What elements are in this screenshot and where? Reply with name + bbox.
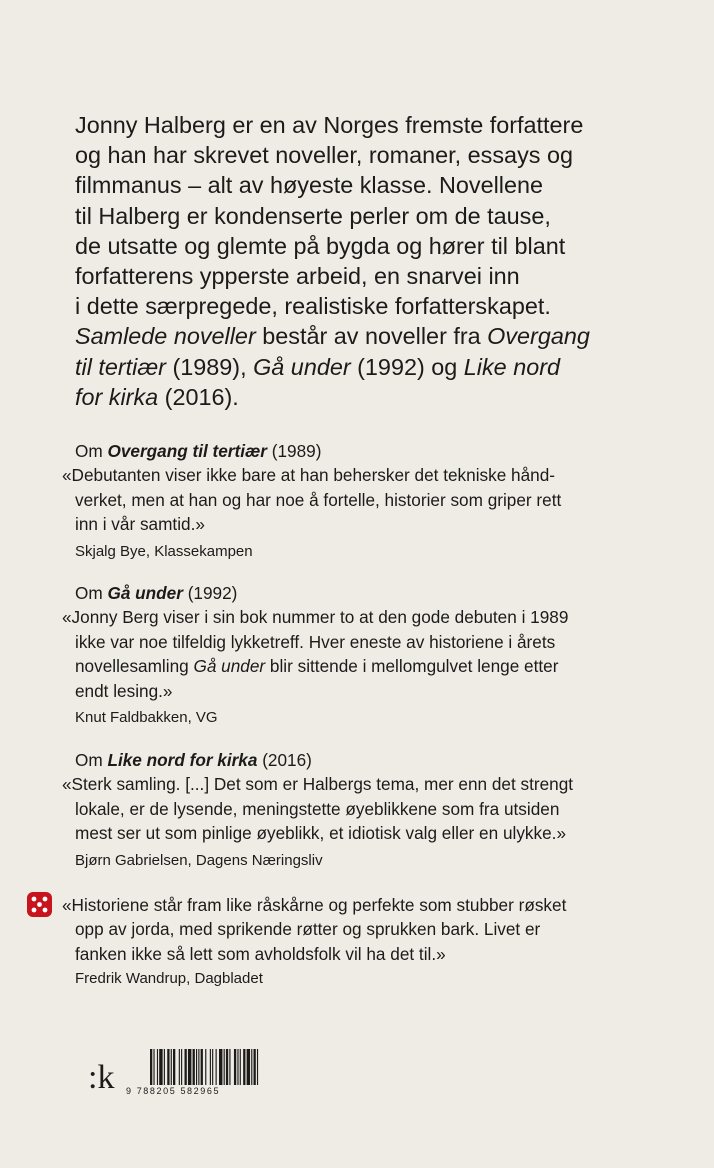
barcode-bar bbox=[167, 1049, 169, 1085]
review-like-nord bbox=[62, 748, 685, 871]
quote-line: endt lesing.» bbox=[75, 680, 173, 701]
barcode-bar bbox=[205, 1049, 206, 1085]
review-source: Knut Faldbakken, VG bbox=[75, 709, 218, 727]
quote-line: mest ser ut som pinlige øyeblikk, et idiotisk valg eller en ulykke.» bbox=[75, 823, 567, 844]
blurb bbox=[75, 110, 675, 412]
blurb-line bbox=[75, 110, 675, 140]
dice-icon bbox=[26, 891, 53, 918]
quote-line: fanken ikke så lett som avholdsfolk vil ha det til.» bbox=[75, 943, 446, 964]
review-year: (1992) bbox=[182, 583, 238, 603]
barcode-bar bbox=[229, 1049, 230, 1085]
blurb-line bbox=[75, 321, 675, 351]
blurb-text: i dette særpregede, realistiske forfatterskapet. bbox=[75, 293, 551, 320]
quote-line: ikke var noe tilfeldig lykketreff. Hver eneste av historiene i årets bbox=[75, 631, 556, 652]
barcode-bar bbox=[219, 1049, 222, 1085]
review-quote bbox=[62, 463, 685, 536]
book-title: Like nord bbox=[463, 353, 561, 380]
barcode-bar bbox=[188, 1049, 191, 1085]
barcode-bar bbox=[173, 1049, 175, 1085]
barcode-bar bbox=[224, 1049, 225, 1085]
blurb-line bbox=[75, 231, 675, 261]
blurb-line bbox=[75, 261, 675, 291]
book-title: Samlede noveller bbox=[75, 323, 256, 350]
isbn-barcode bbox=[126, 1049, 304, 1097]
quote-line: «Jonny Berg viser i sin bok nummer to at den gode debuten i 1989 bbox=[62, 607, 569, 628]
barcode-bar bbox=[216, 1049, 217, 1085]
barcode-bar bbox=[193, 1049, 195, 1085]
barcode-bar bbox=[196, 1049, 197, 1085]
review-book-title: Gå under bbox=[107, 583, 183, 603]
quote-text: blir sittende i mellomgulvet lenge etter bbox=[265, 656, 559, 677]
blurb-line bbox=[75, 352, 675, 382]
quote-line: verket, men at han og har noe å fortelle, historier som griper rett bbox=[75, 489, 562, 510]
barcode-bar bbox=[212, 1049, 213, 1085]
blurb-text: og han har skrevet noveller, romaner, essays og bbox=[75, 142, 573, 169]
blurb-text: de utsatte og glemte på bygda og hører til blant bbox=[75, 232, 566, 259]
blurb-text: består av noveller fra bbox=[255, 323, 488, 350]
barcode-bar bbox=[201, 1049, 203, 1085]
review-book-title: Overgang til tertiær bbox=[107, 441, 267, 461]
barcode-bar bbox=[150, 1049, 152, 1085]
book-title: Gå under bbox=[193, 656, 266, 677]
barcode-bar bbox=[185, 1049, 187, 1085]
barcode-bar bbox=[198, 1049, 199, 1085]
publisher-logo: :k bbox=[88, 1059, 115, 1096]
blurb-text: (2016). bbox=[158, 383, 239, 410]
review-ga-under bbox=[62, 581, 685, 728]
barcode-bar bbox=[251, 1049, 252, 1085]
barcode-bar bbox=[157, 1049, 158, 1085]
quote-text: novellesamling bbox=[75, 656, 194, 677]
barcode-bar bbox=[210, 1049, 211, 1085]
blurb-text: (1992) og bbox=[350, 353, 464, 380]
blurb-text: til Halberg er kondenserte perler om de tause, bbox=[75, 202, 551, 229]
barcode-bar bbox=[179, 1049, 180, 1085]
barcode-bar bbox=[240, 1049, 241, 1085]
barcode-digits: 9 788205 582965 bbox=[126, 1086, 221, 1096]
review-year: (2016) bbox=[257, 750, 312, 770]
barcode-bar bbox=[226, 1049, 228, 1085]
book-title: til tertiær bbox=[75, 353, 166, 380]
quote-line: lokale, er de lysende, meningstette øyeblikkene som fra utsiden bbox=[75, 798, 560, 819]
review-heading bbox=[75, 581, 685, 605]
barcode-bar bbox=[171, 1049, 172, 1085]
book-title: for kirka bbox=[75, 383, 159, 410]
blurb-text: filmmanus – alt av høyeste klasse. Novellene bbox=[75, 172, 544, 199]
quote-line: inn i vår samtid.» bbox=[75, 514, 205, 535]
barcode-bar bbox=[153, 1049, 154, 1085]
book-title: Gå under bbox=[253, 353, 351, 380]
barcode-bar bbox=[237, 1049, 238, 1085]
review-book-title: Like nord for kirka bbox=[107, 750, 258, 770]
blurb-line bbox=[75, 201, 675, 231]
blurb-line bbox=[75, 170, 675, 200]
review-heading-prefix: Om bbox=[75, 750, 108, 770]
book-title: Overgang bbox=[487, 323, 590, 350]
review-overgang bbox=[62, 439, 685, 562]
barcode-bar bbox=[159, 1049, 162, 1085]
barcode-bar bbox=[257, 1049, 258, 1085]
review-heading bbox=[75, 748, 685, 772]
blurb-text: forfatterens ypperste arbeid, en snarvei inn bbox=[75, 263, 520, 290]
quote-line: opp av jorda, med sprikende røtter og sprukken bark. Livet er bbox=[75, 919, 541, 940]
review-heading bbox=[75, 439, 685, 463]
review-heading-prefix: Om bbox=[75, 583, 108, 603]
barcode-bar bbox=[234, 1049, 236, 1085]
review-source: Bjørn Gabrielsen, Dagens Næringsliv bbox=[75, 851, 323, 869]
review-quote bbox=[62, 605, 685, 703]
barcode-bar bbox=[254, 1049, 256, 1085]
quote-line: «Historiene står fram like råskårne og perfekte som stubber røsket bbox=[62, 895, 567, 915]
quote-line: «Sterk samling. [...] Det som er Halbergs tema, mer enn det strengt bbox=[62, 774, 574, 795]
review-quote bbox=[62, 772, 685, 845]
review-quote bbox=[62, 893, 685, 966]
quote-line: «Debutanten viser ikke bare at han behersker det tekniske hånd- bbox=[62, 465, 556, 486]
barcode-bar bbox=[181, 1049, 182, 1085]
blurb-text: (1989), bbox=[165, 353, 254, 380]
blurb-line bbox=[75, 291, 675, 321]
barcode-bar bbox=[164, 1049, 165, 1085]
barcode-bar bbox=[243, 1049, 245, 1085]
blurb-text: Jonny Halberg er en av Norges fremste forfattere bbox=[75, 112, 584, 138]
blurb-line bbox=[75, 382, 675, 412]
review-source: Skjalg Bye, Klassekampen bbox=[75, 542, 253, 560]
barcode-bar bbox=[247, 1049, 250, 1085]
blurb-line bbox=[75, 140, 675, 170]
review-year: (1989) bbox=[266, 441, 322, 461]
review-dagbladet bbox=[62, 893, 685, 989]
review-heading-prefix: Om bbox=[75, 441, 108, 461]
review-source: Fredrik Wandrup, Dagbladet bbox=[75, 970, 263, 988]
quote-line bbox=[62, 654, 685, 678]
